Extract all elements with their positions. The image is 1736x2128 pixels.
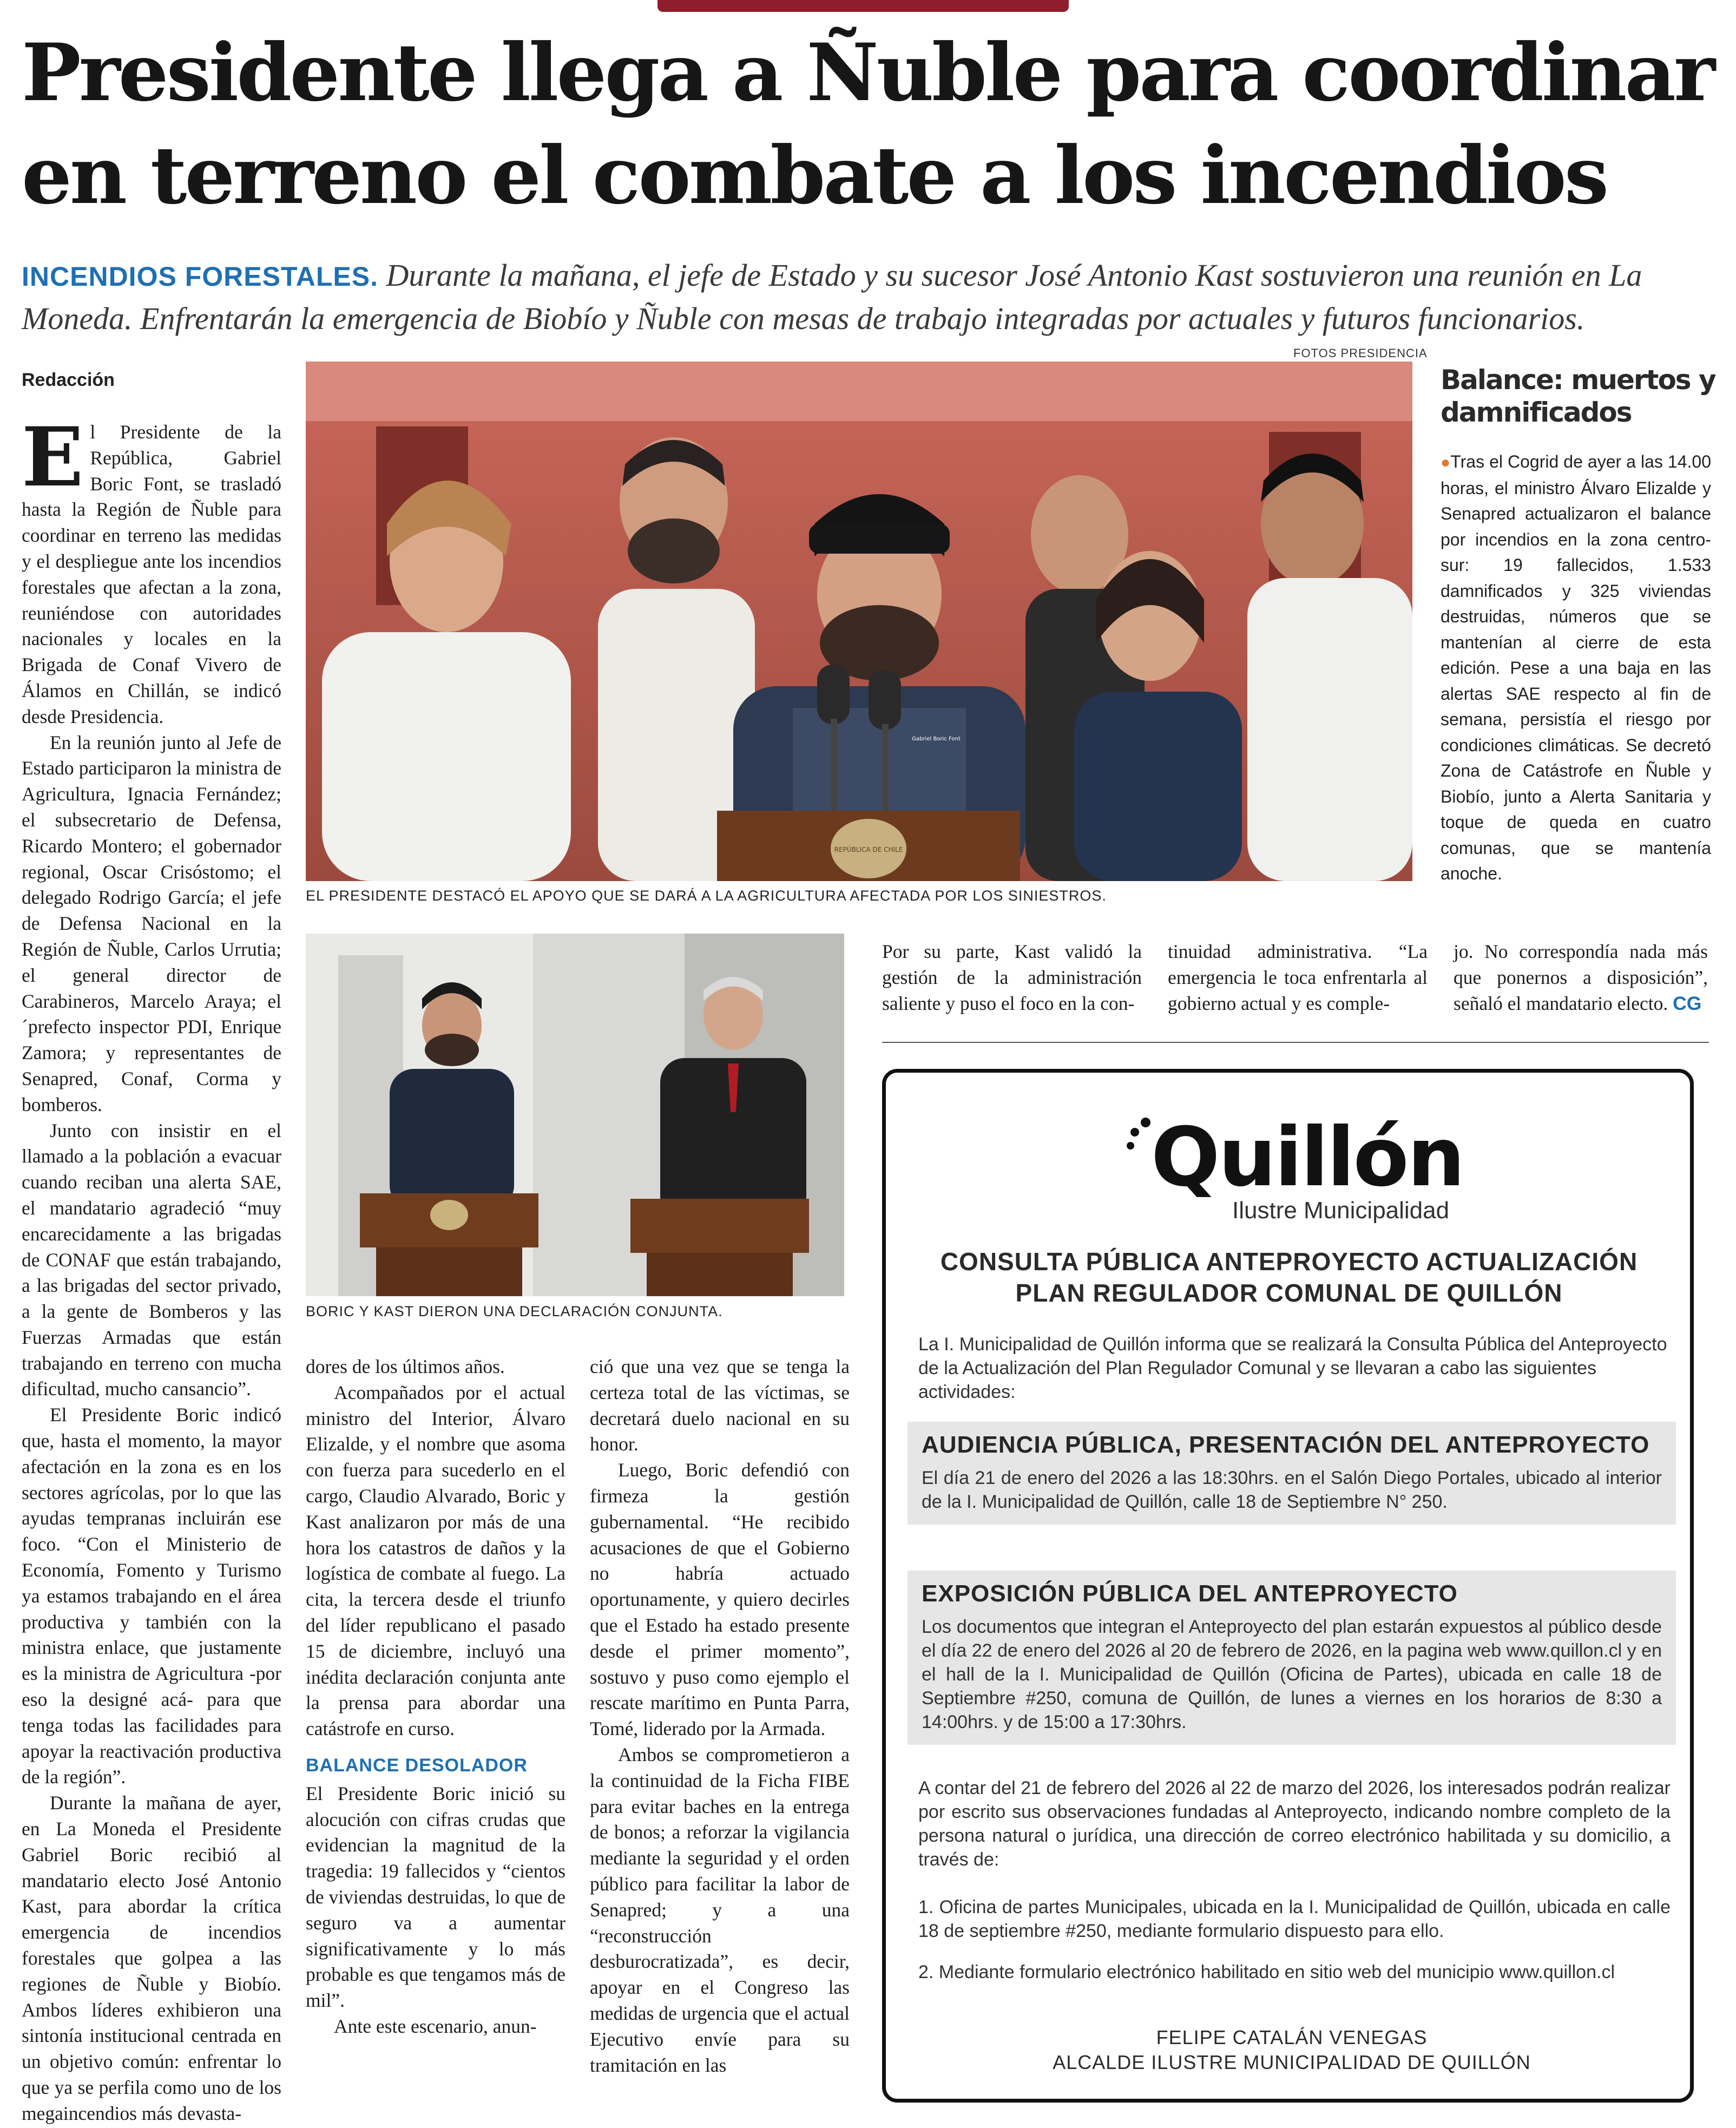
article-column-2 [306, 1354, 565, 2040]
main-photo-caption: EL PRESIDENTE DESTACÓ EL APOYO QUE SE DARÁ A LA AGRICULTURA AFECTADA POR LOS SINIESTROS. [306, 888, 1107, 904]
option-item-1: 1. Oficina de partes Municipales, ubicada en la I. Municipalidad de Quillón, ubicada en calle 18 de septiembre #250, mediante formulario dispuesto para ello. [918, 1897, 1671, 1941]
quillon-logo [1124, 1111, 1470, 1224]
paragraph: Ante este escenario, anun- [334, 2015, 537, 2037]
notice-title: CONSULTA PÚBLICA ANTEPROYECTO ACTUALIZACIÓN PLAN REGULADOR COMUNAL DE QUILLÓN [940, 1247, 1638, 1307]
paragraph: tinuidad administrativa. “La emergencia le toca enfrentarla al gobierno actual y es comple- [1168, 941, 1428, 1014]
headline [22, 22, 1721, 227]
headline-line-2: en terreno el combate a los incendios [22, 129, 1607, 222]
podium-seal-text: REPÚBLICA DE CHILE [834, 846, 903, 853]
sidebar-title: Balance: muertos y damnificados [1441, 364, 1715, 428]
municipal-notice-ad [882, 1069, 1694, 2103]
drop-cap: E [22, 410, 84, 505]
paragraph: ció que una vez que se tenga la certeza total de las víctimas, se decretará duelo nacional en su honor. [590, 1356, 850, 1455]
main-photo-illustration [306, 362, 1412, 881]
notice-intro: La I. Municipalidad de Quillón informa que se realizará la Consulta Pública del Anteproyecto de la Actualización del Plan Regulador Comunal y se llevaran a cabo las siguientes actividades: [918, 1334, 1667, 1402]
article-top-column-a [882, 939, 1142, 1016]
deck-kicker: INCENDIOS FORESTALES. [22, 261, 379, 292]
end-mark: CG [1673, 992, 1702, 1014]
article-column-1 [22, 410, 281, 2127]
paragraph: jo. No correspondía nada más que ponernos a disposición”, señaló el mandatario electo. CG [1454, 941, 1708, 1014]
signer-title: ALCALDE ILUSTRE MUNICIPALIDAD DE QUILLÓN [1053, 2051, 1531, 2073]
paragraph: Acompañados por el actual ministro del Interior, Álvaro Elizalde, y el nombre que asoma con fuerza para sucederlo en el cargo, Claudio Alvarado, Boric y Kast analizaron por más de una hora los catastros de daños y la logística de combate al fuego. La cita, la tercera desde el triunfo del líder republicano el pasado 15 de diciembre, incluyó una inédita declaración conjunta ante la prensa para abordar una catástrofe en curso. [306, 1381, 565, 1740]
paragraph: En la reunión junto al Jefe de Estado participaron la ministra de Agricultura, Ignacia Fernández; el subsecretario de Defensa, Ricardo Montero; el gobernador regional, Oscar Crisóstomo; el delegado Rodrigo García; el jefe de Defensa Nacional en la Región de Ñuble, Carlos Urrutia; el general director de Carabineros, Marcelo Araya; el ´prefecto inspector PDI, Enrique Zamora; y representantes de Senapred, Conaf, Corma y bomberos. [22, 731, 281, 1115]
exhibition-box [908, 1571, 1676, 1745]
paragraph: dores de los últimos años. [306, 1356, 505, 1377]
paragraph: Ambos se comprometieron a la continuidad de la Ficha FIBE para evitar baches en la entrega de bonos; a reforzar la vigilancia mediante la seguridad y el orden público para facilitar la labor de Senapred; y a una “reconstrucción desburocratizada”, es decir, apoyar en el Congreso las medidas de urgencia que el actual Ejecutivo envíe para su tramitación en las [590, 1743, 850, 2076]
exhibition-text: Los documentos que integran el Anteproyecto del plan estarán expuestos al público desde el día 22 de enero del 2026 al 20 de febrero de 2026, en la pagina web www.quillon.cl y en el hall de la I. Municipalidad de Quillón (Oficina de Partes), ubicada en calle 18 de Septiembre #250, comuna de Quillón, de lunes a viernes en los horarios de 8:30 a 14:00hrs. y de 15:00 a 17:30hrs. [922, 1617, 1662, 1732]
main-photo [306, 362, 1412, 881]
second-photo [306, 934, 844, 1296]
paragraph: Junto con insistir en el llamado a la población a evacuar cuando reciban una alerta SAE, el mandatario agradeció “muy encarecidamente a las brigadas de CONAF que están trabajando, a las brigadas del sector privado, a la gente de Bomberos y las Fuerzas Armadas que están trabajando en terreno con mucha dificultad, mucho cansancio”. [22, 1119, 281, 1400]
deck-text: Durante la mañana, el jefe de Estado y su sucesor José Antonio Kast sostuvieron una reunión en La Moneda. Enfrentarán la emergencia de Biobío y Ñuble con mesas de trabajo integradas por actuales y futuros funcionarios. [22, 258, 1642, 336]
second-photo-illustration [306, 934, 844, 1296]
signer-name: FELIPE CATALÁN VENEGAS [1156, 2026, 1428, 2048]
bullet-icon: ● [1441, 454, 1451, 471]
article-column-3 [590, 1354, 850, 2078]
headline-line-1: Presidente llega a Ñuble para coordinar [22, 27, 1714, 119]
paragraph: El Presidente de la República, Gabriel Boric Font, se trasladó hasta la Región de Ñuble para coordinar en terreno las medidas y el despliegue ante los incendios forestales que afectan a la zona, reuniéndose con autoridades nacionales y locales en la Brigada de Conaf Vivero de Álamos en Chillán, se indicó desde Presidencia. [22, 410, 281, 727]
logo-subtitle: Ilustre Municipalidad [1232, 1197, 1450, 1224]
article-top-column-c [1454, 939, 1708, 1016]
article-top-column-b [1168, 939, 1428, 1016]
hearing-box [908, 1422, 1676, 1525]
deck [22, 254, 1705, 340]
hearing-heading: AUDIENCIA PÚBLICA, PRESENTACIÓN DEL ANTEPROYECTO [922, 1431, 1650, 1458]
option-item-2: 2. Mediante formulario electrónico habilitado en sitio web del municipio www.quillon.cl [918, 1962, 1615, 1982]
hearing-text: El día 21 de enero del 2026 a las 18:30hrs. en el Salón Diego Portales, ubicado al interior de la I. Municipalidad de Quillón, calle 18 de Septiembre N° 250. [922, 1468, 1662, 1512]
paragraph: El Presidente Boric indicó que, hasta el momento, la mayor afectación en la zona es en los sectores agrícolas, por lo que las ayudas tempranas incluirán ese foco. “Con el Ministerio de Economía, Fomento y Turismo ya estamos trabajando en el área productiva y también con la ministra enlace, que justamente es la ministra de Agricultura -por eso la designé acá- para que tenga todas las facilidades para apoyar la reactivación productiva de la región”. [22, 1404, 281, 1788]
section-tab-bar [657, 0, 1069, 12]
paragraph: El Presidente Boric inició su alocución con cifras crudas que evidencian la magnitud de la tragedia: 19 fallecidos y “cientos de viviendas destruidas, lo que de seguro va a aumentar significativamente y lo más probable es que tengamos más de mil”. [306, 1782, 565, 2012]
exhibition-heading: EXPOSICIÓN PÚBLICA DEL ANTEPROYECTO [922, 1580, 1458, 1607]
signature-block [908, 2025, 1676, 2075]
paragraph: Durante la mañana de ayer, en La Moneda el Presidente Gabriel Boric recibió al mandatario electo José Antonio Kast, para abordar la crítica emergencia de incendios forestales que golpea a las regiones de Ñuble y Biobío. Ambos líderes exhibieron una sintonía institucional centrada en un objetivo común: enfrentar lo que ya se perfila como uno de los megaincendios más devasta- [22, 1792, 281, 2124]
observations-paragraph: A contar del 21 de febrero del 2026 al 22 de marzo del 2026, los interesados podrán realizar por escrito sus observaciones fundadas al Anteproyecto, indicando nombre completo de la persona natural o jurídica, una dirección de correo electrónico habilitada y su domicilio, a través de: [918, 1778, 1671, 1870]
logo-wordmark: Quillón [1151, 1111, 1464, 1205]
sidebar-body [1441, 449, 1711, 887]
sidebar-text: Tras el Cogrid de ayer a las 14.00 horas, el ministro Álvaro Elizalde y Senapred actualizaron el balance por incendios en la zona centro-sur: 19 fallecidos, 1.533 damnificados y 325 viviendas destruidas, números que se mantenían al cierre de esta edición. Pese a una baja en las alertas SAE respecto al fin de semana, persistía el riesgo por condiciones climáticas. Se decretó Zona de Catástrofe en Ñuble y Biobío, junto a Alerta Sanitaria y toque de queda en cuatro comunas, que se mantenía anoche. [1441, 452, 1711, 883]
byline: Redacción [22, 370, 115, 390]
paragraph: Luego, Boric defendió con firmeza la gestión gubernamental. “He recibido acusaciones de que el Gobierno no habría actuado oportunamente, y quiero decirles que el Estado ha estado presente desde el primer momento”, sostuvo y puso como ejemplo el rescate marítimo en Punta Parra, Tomé, liderado por la Armada. [590, 1459, 850, 1740]
section-divider [882, 1042, 1709, 1043]
vest-name-tag: Gabriel Boric Font [912, 736, 961, 742]
subhead-balance: BALANCE DESOLADOR [306, 1755, 528, 1776]
photo-credit: FOTOS PRESIDENCIA [1293, 346, 1428, 360]
second-photo-caption: BORIC Y KAST DIERON UNA DECLARACIÓN CONJUNTA. [306, 1303, 723, 1319]
paragraph: Por su parte, Kast validó la gestión de la administración saliente y puso el foco en la con- [882, 941, 1142, 1014]
